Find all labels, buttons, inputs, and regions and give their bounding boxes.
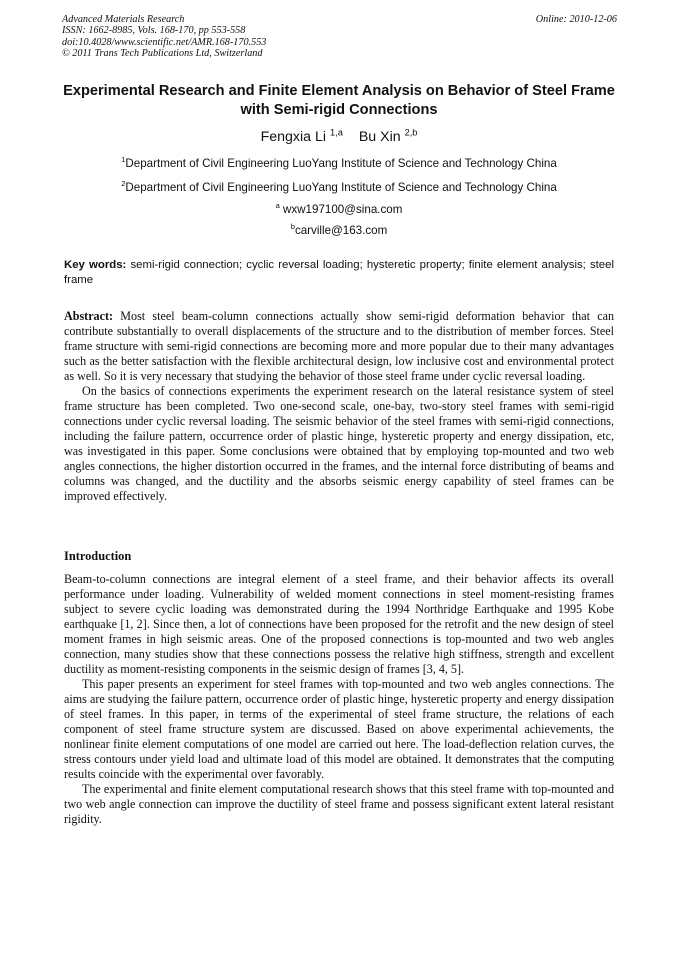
email-b	[0, 224, 678, 238]
affiliation-sup: 2	[121, 179, 126, 189]
doi-line: doi:10.4028/www.scientific.net/AMR.168-170.553	[62, 36, 267, 48]
online-date: Online: 2010-12-06	[535, 14, 617, 25]
email-text: carville@163.com	[294, 224, 388, 237]
keywords-text: semi-rigid connection; cyclic reversal loading; hysteretic property; finite element analysis; steel frame	[64, 259, 615, 286]
author-list	[0, 128, 678, 146]
copyright-line: © 2011 Trans Tech Publications Ltd, Switzerland	[62, 48, 263, 60]
email-sup: a	[275, 201, 280, 211]
affiliation-sup: 1	[121, 155, 126, 165]
keywords	[64, 258, 614, 287]
running-header	[62, 14, 617, 60]
affiliation-text: Department of Civil Engineering LuoYang Institute of Science and Technology China	[125, 181, 557, 194]
email-text: wxw197100@sina.com	[283, 203, 403, 216]
author-name: Bu Xin	[358, 129, 401, 145]
section-heading: Introduction	[64, 549, 132, 563]
affiliation-text: Department of Civil Engineering LuoYang Institute of Science and Technology China	[125, 157, 557, 170]
abstract-paragraph	[64, 309, 614, 384]
abstract-text: Most steel beam-column connections actually show semi-rigid deformation behavior that can contribute substantially to overall displacements of the structure and to the distribution of member forces. Steel frame structure with semi-rigid connections are becoming more and more popular due to their many advantages such as the better satisfaction with the flexible architectural design, low inclusive cost and environmental protect as well. So it is very necessary that studying the behavior of those steel frame under cyclic reversal loading.	[64, 309, 614, 383]
abstract-label: Abstract:	[64, 309, 114, 323]
author-name: Fengxia Li	[260, 129, 327, 145]
abstract-paragraph: On the basics of connections experiments the experiment research on the lateral resistance system of steel frame structure has been completed. Two one-second scale, one-bay, two-story steel frames with semi-rigid connections under cyclic reversal loading. The seismic behavior of the steel frames with semi-rigid connections, including the failure pattern, occurrence order of plastic hinge, hysteretic property and energy dissipation, etc, was investigated in this paper. Some conclusions were obtained that by employing top-mounted and two web angles connections, the higher distortion occurred in the frames, and the internal force distributing of beams and columns was changed, and the ductility and the absorbs seismic energy capability of steel frames can be improved effectively.	[64, 384, 614, 503]
abstract	[64, 309, 614, 504]
journal-name: Advanced Materials Research	[62, 14, 185, 25]
paper-title: Experimental Research and Finite Element Analysis on Behavior of Steel Frame with Semi-rigid Connections	[63, 83, 615, 118]
introduction-body	[64, 572, 614, 827]
email-sup: b	[290, 222, 295, 232]
author-sup: 2,b	[404, 127, 418, 138]
intro-paragraph: This paper presents an experiment for steel frames with top-mounted and two web angles connections. The aims are studying the failure pattern, occurrence order of plastic hinge, hysteretic property and energy dissipation of steel frames. In this paper, in terms of the experimental of steel frame structure, the relations of each component of steel frame structure system are discussed. Based on above experimental achievements, the nonlinear finite element computations of one model are carried out here. The load-deflection relation curves, the stress contours under yield load and ultimate load of this model are obtained. It demonstrates that the computing results coincide with the experimental over favorably.	[64, 677, 614, 781]
affiliation-2	[0, 181, 678, 195]
keywords-label: Key words:	[64, 259, 127, 271]
intro-paragraph: The experimental and finite element computational research shows that this steel frame with top-mounted and two web angle connection can improve the ductility of steel frame and possess significant extent lateral resistant rigidity.	[64, 782, 614, 826]
issn-line: ISSN: 1662-8985, Vols. 168-170, pp 553-558	[62, 25, 246, 37]
author-sup: 1,a	[330, 127, 343, 138]
email-a	[0, 203, 678, 217]
intro-paragraph: Beam-to-column connections are integral element of a steel frame, and their behavior affects its overall performance under loading. Vulnerability of welded moment connections in steel moment-resisting frames subject to severe cyclic loading was demonstrated during the 1994 Northridge Earthquake and 1995 Kobe earthquake [1, 2]. Since then, a lot of connections have been proposed for the retrofit and the new design of steel moment frames in high seismic areas. One of the proposed connections is top-mounted and two web angles connection, many studies show that these connections possess the relative high stiffness, strength and excellent ductility as moment-resisting components in the seismic design of frames [3, 4, 5].	[64, 572, 614, 676]
affiliation-1	[0, 157, 678, 171]
